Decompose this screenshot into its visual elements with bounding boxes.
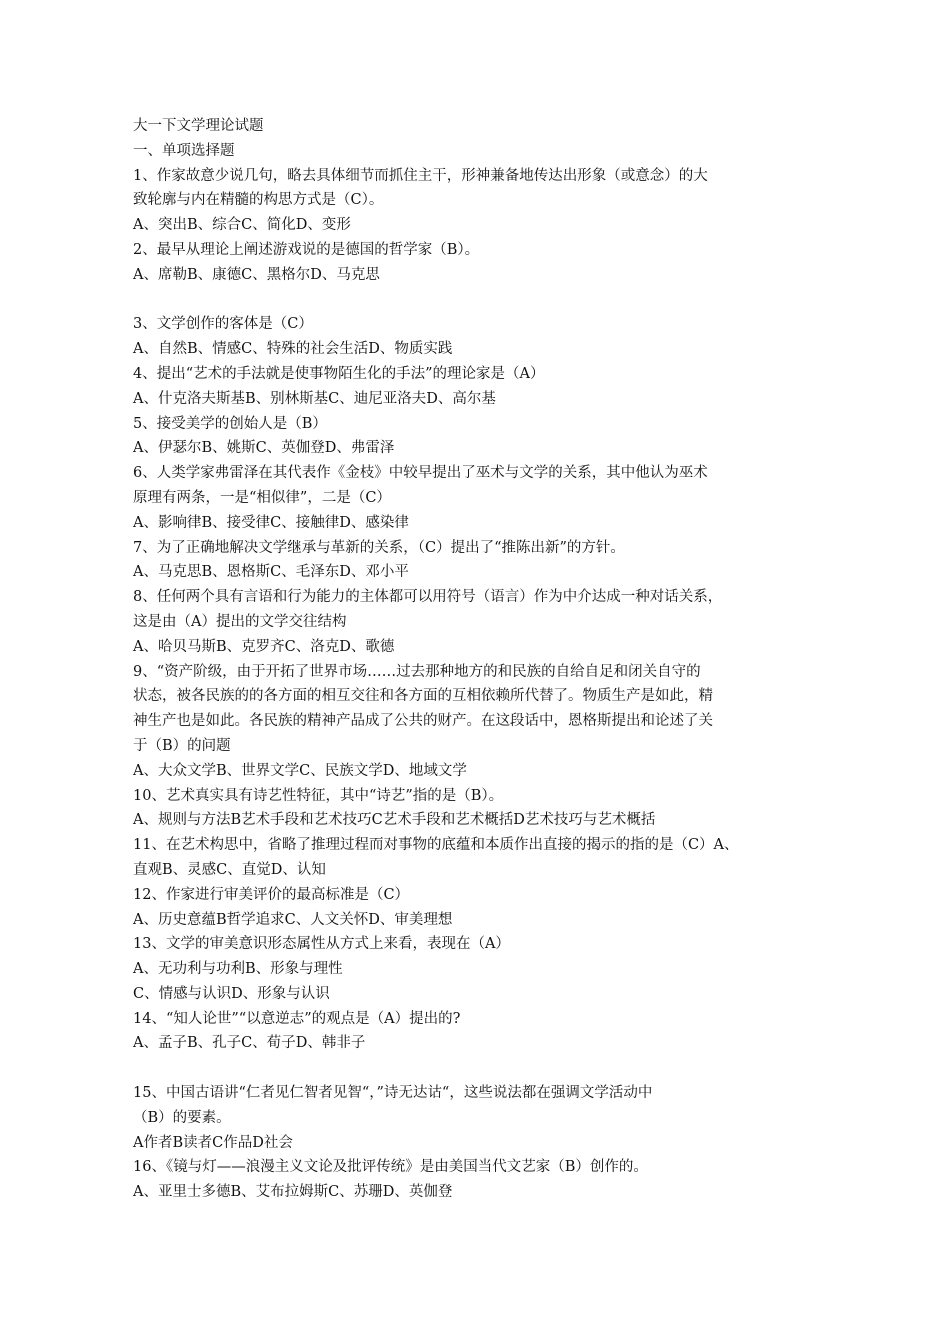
question-16-options: A、亚里士多德B、艾布拉姆斯C、苏珊D、英伽登 [133,1184,453,1201]
question-8-line-2: 这是由（A）提出的文学交往结构 [133,613,347,630]
question-9-line-4: 于（B）的问题 [133,737,231,754]
blank-line [133,288,833,313]
question-11-line-2: 直观B、灵感C、直觉D、认知 [133,861,326,878]
question-10-options: A、规则与方法B艺术手段和艺术技巧C艺术手段和艺术概括D艺术技巧与艺术概括 [133,812,656,829]
question-15-line-2: （B）的要素。 [133,1109,231,1126]
question-3: 3、文学创作的客体是（C） [133,316,313,333]
question-12: 12、作家进行审美评价的最高标准是（C） [133,886,410,903]
question-9-line-2: 状态，被各民族的的各方面的相互交往和各方面的互相依赖所代替了。物质生产是如此，精 [133,688,713,705]
question-9-line-1: 9、“资产阶级，由于开拓了世界市场……过去那种地方的和民族的自给自足和闭关自守的 [133,663,701,680]
document-title: 大一下文学理论试题 [133,118,264,134]
question-10: 10、艺术真实具有诗艺性特征，其中“诗艺”指的是（B）。 [133,787,504,804]
question-8-options: A、哈贝马斯B、克罗齐C、洛克D、歌德 [133,638,395,655]
question-1-line-2: 致轮廓与内在精髓的构思方式是（C）。 [133,192,384,209]
question-15-line-1: 15、中国古语讲“仁者见仁智者见智“，”诗无达诂“，这些说法都在强调文学活动中 [133,1085,653,1102]
question-9-options: A、大众文学B、世界文学C、民族文学D、地域文学 [133,762,467,779]
question-15-options: A作者B读者C作品D社会 [133,1134,293,1151]
question-7-options: A、马克思B、恩格斯C、毛泽东D、邓小平 [133,564,409,581]
question-3-options: A、自然B、情感C、特殊的社会生活D、物质实践 [133,341,453,358]
question-13-options-2: C、情感与认识D、形象与认识 [133,985,330,1002]
question-7: 7、为了正确地解决文学继承与革新的关系，（C）提出了“推陈出新”的方针。 [133,539,625,556]
question-5: 5、接受美学的创始人是（B） [133,415,327,432]
question-2-options: A、席勒B、康德C、黑格尔D、马克思 [133,266,380,283]
question-12-options: A、历史意蕴B哲学追求C、人文关怀D、审美理想 [133,911,453,928]
question-9-line-3: 神生产也是如此。各民族的精神产品成了公共的财产。在这段话中，恩格斯提出和论述了关 [133,713,713,730]
question-6-line-2: 原理有两条，一是“相似律”，二是（C） [133,489,391,506]
question-13: 13、文学的审美意识形态属性从方式上来看，表现在（A） [133,936,510,953]
question-4-options: A、什克洛夫斯基B、别林斯基C、迪尼亚洛夫D、高尔基 [133,390,496,407]
question-14-options: A、孟子B、孔子C、荀子D、韩非子 [133,1035,366,1052]
question-11-line-1: 11、在艺术构思中，省略了推理过程而对事物的底蕴和本质作出直接的揭示的指的是（C）A、 [133,837,739,854]
question-2: 2、最早从理论上阐述游戏说的是德国的哲学家（B）。 [133,241,480,258]
question-14: 14、“知人论世”“以意逆志”的观点是（A）提出的? [133,1010,461,1027]
document-body [133,114,833,1205]
question-6-options: A、影响律B、接受律C、接触律D、感染律 [133,514,409,531]
question-16: 16、《镜与灯——浪漫主义文论及批评传统》是由美国当代文艺家（B）创作的。 [133,1159,648,1176]
question-5-options: A、伊瑟尔B、姚斯C、英伽登D、弗雷泽 [133,440,395,457]
question-1-options: A、突出B、综合C、简化D、变形 [133,217,351,234]
question-13-options-1: A、无功利与功利B、形象与理性 [133,961,343,978]
question-8-line-1: 8、任何两个具有言语和行为能力的主体都可以用符号（语言）作为中介达成一种对话关系， [133,589,723,606]
blank-line [133,1056,833,1081]
question-6-line-1: 6、人类学家弗雷泽在其代表作《金枝》中较早提出了巫术与文学的关系，其中他认为巫术 [133,465,708,482]
question-1-line-1: 1、作家故意少说几句，略去具体细节而抓住主干，形神兼备地传达出形象（或意念）的大 [133,167,708,184]
question-4: 4、提出“艺术的手法就是使事物陌生化的手法”的理论家是（A） [133,365,545,382]
section-heading: 一、单项选择题 [133,142,235,159]
